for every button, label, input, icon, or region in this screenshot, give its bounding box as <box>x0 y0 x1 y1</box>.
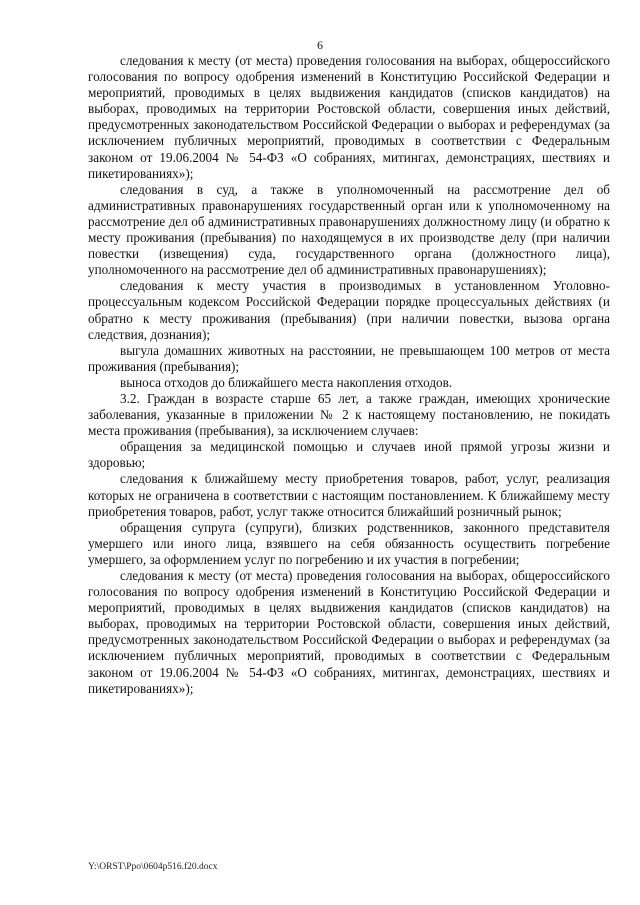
paragraph: следования к месту (от места) проведения голосования на выборах, общероссийского голосования по вопросу одобрения изменений в Конституцию Российской Федерации и мероприятий, проводимых в целях выдвижения кандидатов (списков кандидатов) на выборах, проводимых на территории Ростовской области, совершения иных действий, предусмотренных законодательством Российской Федерации о выборах и референдумах (за исключением публичных мероприятий, проводимых в соответствии с Федеральным законом от 19.06.2004 № 54-ФЗ «О собраниях, митингах, демонстрациях, шествиях и пикетированиях»); <box>88 568 610 696</box>
paragraph: обращения супруга (супруги), близких родственников, законного представителя умершего или иного лица, взявшего на себя обязанность осуществить погребение умершего, за оформлением услуг по погребению и их участия в погребении; <box>88 519 610 567</box>
document-body <box>88 53 610 697</box>
paragraph: следования к ближайшему месту приобретения товаров, работ, услуг, реализация которых не ограничена в соответствии с настоящим постановлением. К ближайшему месту приобретения товаров, работ, услуг также относится ближайший розничный рынок; <box>88 471 610 519</box>
paragraph: 3.2. Граждан в возрасте старше 65 лет, а также граждан, имеющих хронические заболевания, указанные в приложении № 2 к настоящему постановлению, не покидать места проживания (пребывания), за исключением случаев: <box>88 390 610 439</box>
paragraph: выгула домашних животных на расстоянии, не превышающем 100 метров от места проживания (пребывания); <box>88 342 610 374</box>
paragraph: следования в суд, а также в уполномоченный на рассмотрение дел об административных правонарушениях государственный орган или к уполномоченному на рассмотрение дел об административных правонарушениях должностному лицу (и обратно к месту проживания (пребывания) по находящемуся в их производстве делу (при наличии повестки (извещения) суда, государственного органа (должностного лица), уполномоченного на рассмотрение дел об административных правонарушениях); <box>88 181 610 278</box>
paragraph: следования к месту участия в производимых в установленном Уголовно-процессуальным кодексом Российской Федерации порядке процессуальных действиях (и обратно к месту проживания (пребывания) (при наличии повестки, вызова органа следствия, дознания); <box>88 278 610 342</box>
page-number: 6 <box>317 38 323 52</box>
footer-file-path: Y:\ORST\Ppo\0604p516.f20.docx <box>88 862 218 872</box>
paragraph: обращения за медицинской помощью и случаев иной прямой угрозы жизни и здоровью; <box>88 439 610 471</box>
paragraph: выноса отходов до ближайшего места накопления отходов. <box>120 374 453 390</box>
paragraph: следования к месту (от места) проведения голосования на выборах, общероссийского голосования по вопросу одобрения изменений в Конституцию Российской Федерации и мероприятий, проводимых в целях выдвижения кандидатов (списков кандидатов) на выборах, проводимых на территории Ростовской области, совершения иных действий, предусмотренных законодательством Российской Федерации о выборах и референдумах (за исключением публичных мероприятий, проводимых в соответствии с Федеральным законом от 19.06.2004 № 54-ФЗ «О собраниях, митингах, демонстрациях, шествиях и пикетированиях»); <box>88 53 610 181</box>
